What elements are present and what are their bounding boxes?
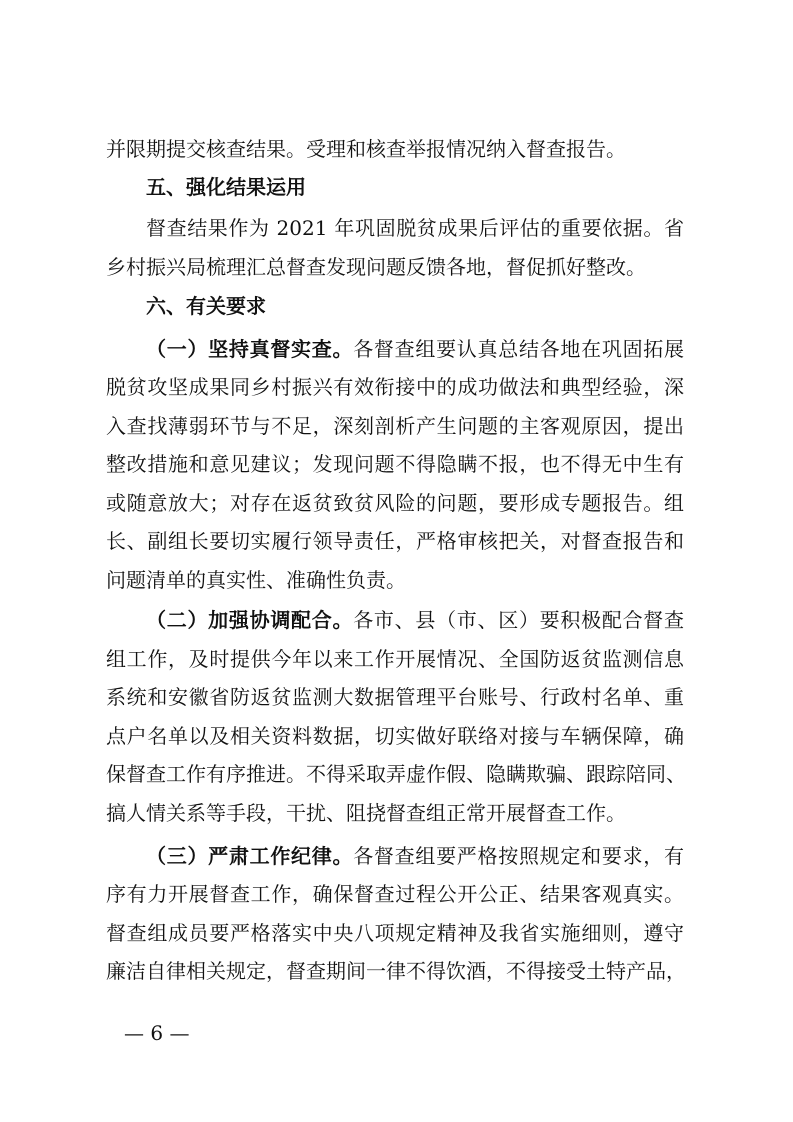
paragraph-line: 并限期提交核查结果。受理和核查举报情况纳入督查报告。 bbox=[106, 137, 626, 161]
paragraph-line: 序有力开展督查工作，确保督查过程公开公正、结果客观真实。 bbox=[106, 882, 684, 906]
subheading-two: （二）加强协调配合。 bbox=[146, 608, 354, 632]
paragraph-line: 点户名单以及相关资料数据，切实做好联络对接与车辆保障，确 bbox=[106, 724, 684, 748]
paragraph-line: （三）严肃工作纪律。各督查组要严格按照规定和要求，有 bbox=[146, 844, 685, 868]
paragraph-line: 长、副组长要切实履行领导责任，严格审核把关，对督查报告和 bbox=[106, 529, 684, 553]
paragraph-line: （一）坚持真督实查。各督查组要认真总结各地在巩固拓展 bbox=[146, 337, 685, 361]
paragraph-line: （二）加强协调配合。各市、县（市、区）要积极配合督查 bbox=[146, 608, 685, 632]
paragraph-line: 廉洁自律相关规定，督查期间一律不得饮酒，不得接受土特产品， bbox=[106, 959, 686, 983]
subheading-one: （一）坚持真督实查。 bbox=[146, 337, 354, 361]
paragraph-line: 督查组成员要严格落实中央八项规定精神及我省实施细则，遵守 bbox=[106, 921, 684, 945]
page-number: — 6 — bbox=[124, 1021, 190, 1045]
paragraph-line: 督查结果作为 2021 年巩固脱贫成果后评估的重要依据。省 bbox=[146, 216, 684, 240]
paragraph-line: 保督查工作有序推进。不得采取弄虚作假、隐瞒欺骗、跟踪陪同、 bbox=[106, 762, 686, 786]
paragraph-line: 系统和安徽省防返贫监测大数据管理平台账号、行政村名单、重 bbox=[106, 685, 684, 709]
paragraph-line: 入查找薄弱环节与不足，深刻剖析产生问题的主客观原因，提出 bbox=[106, 414, 684, 438]
section-heading-six: 六、有关要求 bbox=[146, 294, 266, 318]
paragraph-line: 整改措施和意见建议；发现问题不得隐瞒不报，也不得无中生有 bbox=[106, 452, 684, 476]
paragraph-line: 乡村振兴局梳理汇总督查发现问题反馈各地，督促抓好整改。 bbox=[106, 255, 646, 279]
paragraph-line: 组工作，及时提供今年以来工作开展情况、全国防返贫监测信息 bbox=[106, 647, 684, 671]
paragraph-line: 或随意放大；对存在返贫致贫风险的问题，要形成专题报告。组 bbox=[106, 491, 684, 515]
paragraph-line: 搞人情关系等手段，干扰、阻挠督查组正常开展督查工作。 bbox=[106, 801, 626, 825]
paragraph-line: 问题清单的真实性、准确性负责。 bbox=[106, 568, 406, 592]
paragraph-line: 脱贫攻坚成果同乡村振兴有效衔接中的成功做法和典型经验，深 bbox=[106, 375, 684, 399]
section-heading-five: 五、强化结果运用 bbox=[146, 175, 306, 199]
subheading-three: （三）严肃工作纪律。 bbox=[146, 844, 354, 868]
